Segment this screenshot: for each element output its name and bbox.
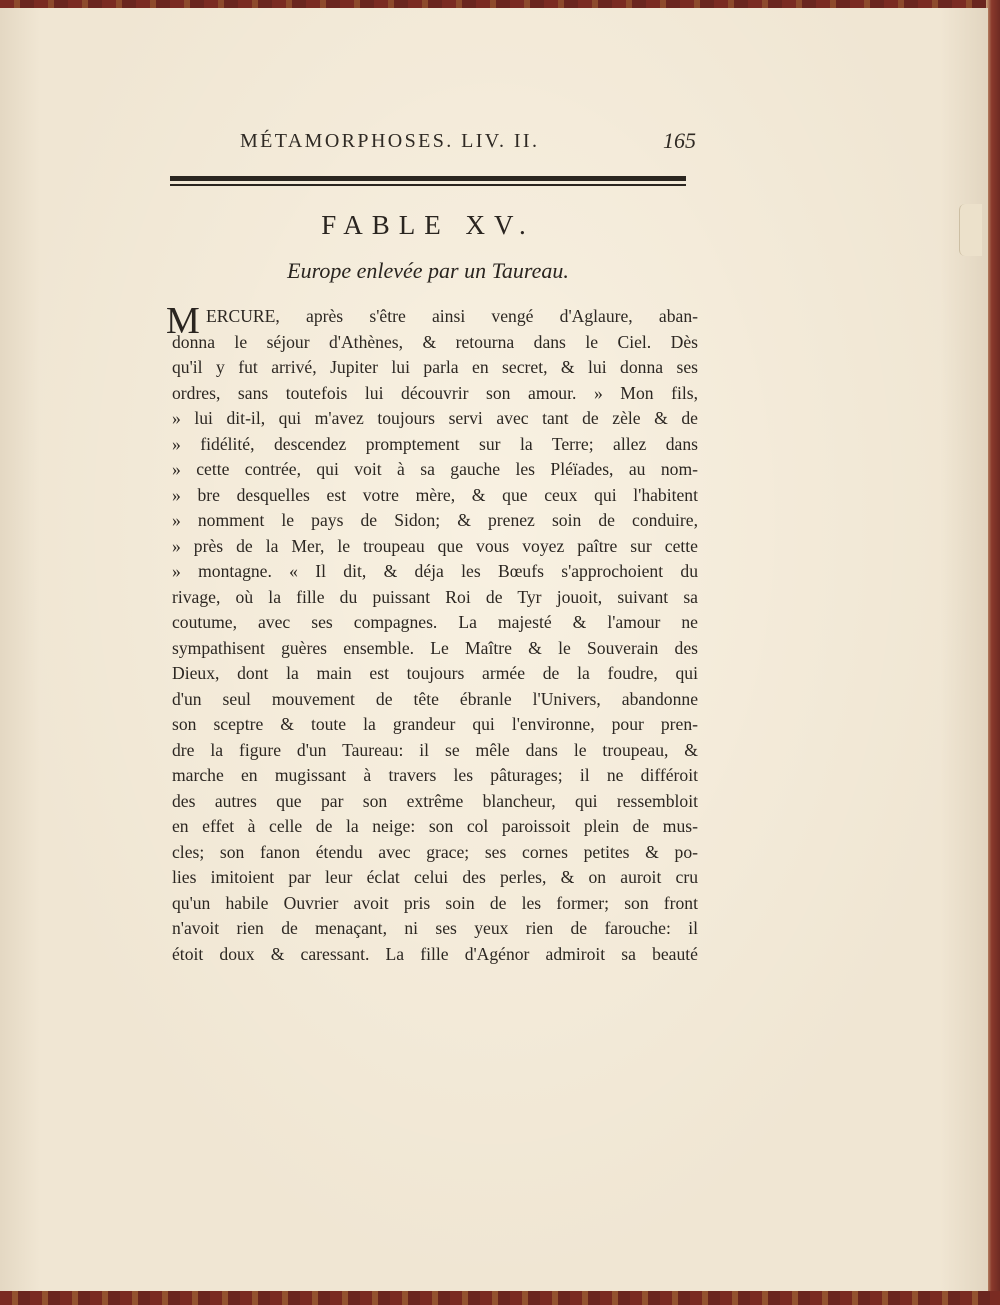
text-line: » fidélité, descendez promptement sur la Terre; allez dans (172, 433, 698, 454)
book-binding-bottom (0, 1291, 1000, 1305)
fable-subtitle: Europe enlevée par un Taureau. (287, 258, 569, 283)
page-number: 165 (663, 128, 696, 153)
fable-title: FABLE XV. (321, 210, 535, 240)
text-line: des autres que par son extrême blancheur, qui ressembloit (172, 790, 698, 811)
text-line: marche en mugissant à travers les pâturages; il ne différoit (172, 765, 698, 785)
header-rule (170, 176, 686, 188)
text-line: dre la figure d'un Taureau: il se mêle dans le troupeau, & (172, 739, 698, 760)
text-line: qu'un habile Ouvrier avoit pris soin de les former; son front (172, 892, 698, 913)
text-line: » nomment le pays de Sidon; & prenez soin de conduire, (172, 510, 698, 530)
text-line: étoit doux & caressant. La fille d'Agénor admiroit sa beauté (172, 943, 698, 964)
text-line: d'un seul mouvement de tête ébranle l'Univers, abandonne (172, 688, 698, 709)
text-line: ERCURE, après s'être ainsi vengé d'Aglaure, aban- (206, 306, 698, 326)
text-line: » cette contrée, qui voit à sa gauche les Pléïades, au nom- (172, 459, 698, 479)
text-line: en effet à celle de la neige: son col paroissoit plein de mus- (172, 816, 698, 836)
book-binding-edge (986, 0, 1000, 1305)
text-line: donna le séjour d'Athènes, & retourna dans le Ciel. Dès (172, 331, 698, 352)
text-line: n'avoit rien de menaçant, ni ses yeux rien de farouche: il (172, 918, 698, 938)
text-line: cles; son fanon étendu avec grace; ses cornes petites & po- (172, 841, 698, 862)
page-tab-notch (959, 204, 982, 256)
text-line: Dieux, dont la main est toujours armée de la foudre, qui (172, 663, 698, 683)
text-line: son sceptre & toute la grandeur qui l'environne, pour pren- (172, 714, 698, 734)
running-title: MÉTAMORPHOSES. LIV. II. (240, 130, 540, 152)
fable-body (166, 300, 698, 967)
text-line: rivage, où la fille du puissant Roi de Tyr jouoit, suivant sa (172, 586, 698, 607)
text-line: lies imitoient par leur éclat celui des perles, & on auroit cru (172, 867, 698, 887)
text-line: ordres, sans toutefois lui découvrir son amour. » Mon fils, (172, 382, 698, 403)
text-line: » bre desquelles est votre mère, & que ceux qui l'habitent (172, 484, 698, 505)
drop-cap: M (166, 300, 200, 342)
text-line: » près de la Mer, le troupeau que vous voyez paître sur cette (172, 535, 698, 556)
text-line: qu'il y fut arrivé, Jupiter lui parla en secret, & lui donna ses (172, 357, 698, 377)
book-page (0, 8, 988, 1291)
text-line: » lui dit-il, qui m'avez toujours servi avec tant de zèle & de (172, 408, 698, 428)
text-line: » montagne. « Il dit, & déja les Bœufs s'approchoient du (172, 561, 698, 581)
rule-thick (170, 176, 686, 181)
text-line: sympathisent guères ensemble. Le Maître & le Souverain des (172, 637, 698, 658)
text-line: coutume, avec ses compagnes. La majesté & l'amour ne (172, 612, 698, 632)
rule-thin (170, 184, 686, 186)
page-header (240, 130, 696, 166)
